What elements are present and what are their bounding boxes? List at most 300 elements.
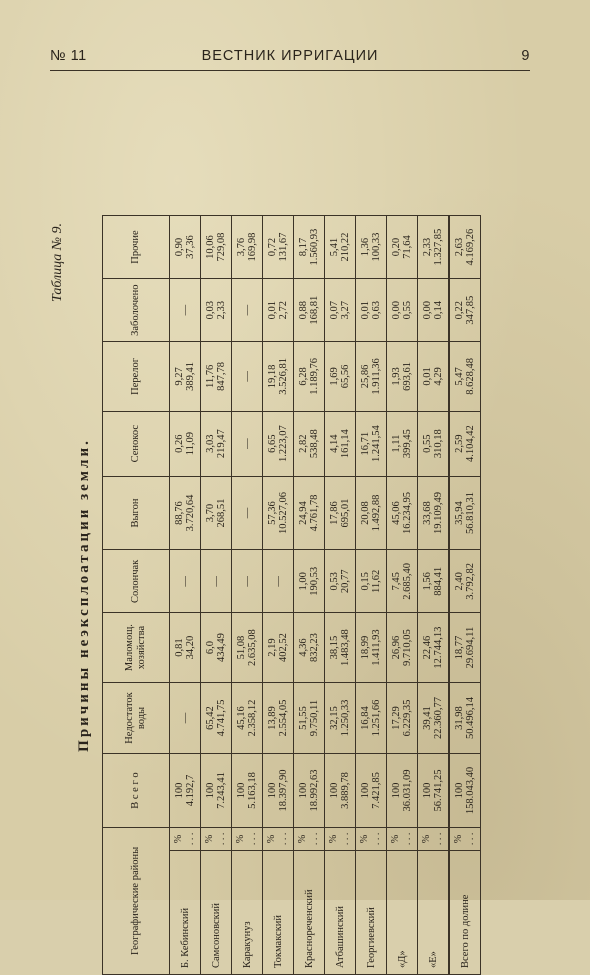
area-value: 1.327,85	[433, 228, 444, 266]
percent-value: 0,03	[205, 300, 216, 320]
percent-value: —	[179, 576, 191, 587]
value-cell	[294, 682, 325, 753]
area-value: 131,67	[278, 232, 289, 262]
percent-value: 51,08	[236, 635, 247, 660]
percent-value: 38,15	[329, 635, 340, 660]
col-header-total: В с е г о	[103, 754, 170, 828]
area-value: 210,22	[340, 232, 351, 262]
value-cell	[263, 279, 294, 342]
value-cell	[356, 216, 387, 279]
percent-value: 6,28	[298, 367, 309, 386]
percent-value: 1,93	[391, 367, 402, 386]
units-cell	[294, 827, 325, 850]
table-row	[387, 216, 418, 975]
region-name-cell	[263, 850, 294, 974]
value-cell	[418, 682, 450, 753]
value-cell	[418, 411, 450, 476]
percent-value: 9,27	[174, 367, 185, 386]
area-value: 168,81	[309, 295, 320, 325]
percent-value: 16,71	[360, 431, 371, 456]
percent-value: 0,01	[267, 300, 278, 320]
percent-value: 0,53	[329, 572, 340, 591]
value-cell	[449, 476, 481, 550]
value-cell	[418, 279, 450, 342]
percent-value: —	[241, 438, 253, 449]
value-cell	[232, 682, 263, 753]
value-cell	[263, 342, 294, 411]
percent-value: 0,01	[422, 367, 433, 386]
value-cell	[263, 682, 294, 753]
percent-value: 100	[298, 782, 309, 799]
area-value: 10.527,06	[278, 492, 289, 535]
percent-value: 3,03	[205, 434, 216, 453]
percent-value: 4,36	[298, 638, 309, 657]
col-header-water: Недостаток воды	[103, 682, 170, 753]
area-mark: . . .	[247, 832, 258, 846]
area-value: 34,20	[185, 635, 196, 660]
value-cell	[170, 411, 201, 476]
percent-value: —	[272, 576, 284, 587]
percent-mark: %	[453, 834, 464, 844]
percent-value: 100	[205, 782, 216, 799]
area-mark: . . .	[433, 832, 444, 846]
percent-value: 100	[329, 782, 340, 799]
percent-value: 13,89	[267, 706, 278, 730]
value-cell	[356, 411, 387, 476]
units-cell	[387, 827, 418, 850]
area-value: 884,41	[433, 566, 444, 596]
percent-value: 0,55	[422, 434, 433, 453]
value-cell	[201, 216, 232, 279]
percent-value: 20,08	[360, 501, 371, 525]
value-cell	[170, 342, 201, 411]
region-name: «Е»	[427, 951, 439, 968]
value-cell	[294, 279, 325, 342]
table-row	[263, 216, 294, 975]
region-name-cell	[449, 850, 481, 974]
value-cell	[418, 550, 450, 613]
col-header-weak-farms: Маломощ. хозяйства	[103, 613, 170, 682]
value-cell	[418, 476, 450, 550]
percent-value: —	[241, 304, 253, 316]
percent-value: 7,45	[391, 572, 402, 591]
area-value: 3,27	[340, 300, 351, 320]
area-mark: . . .	[309, 832, 320, 846]
value-cell	[418, 342, 450, 411]
percent-value: 2,82	[298, 434, 309, 453]
area-value: 1.492,88	[371, 494, 382, 532]
units-cell	[201, 827, 232, 850]
percent-value: 65,42	[205, 706, 216, 730]
table-row	[201, 216, 232, 975]
percent-mark: %	[173, 834, 184, 844]
area-value: 65,56	[340, 364, 351, 389]
area-value: 5.163,18	[247, 772, 258, 809]
value-cell	[325, 550, 356, 613]
percent-value: 3,76	[236, 237, 247, 257]
value-cell	[325, 342, 356, 411]
col-header-swamp: Заболочено	[103, 279, 170, 342]
value-cell	[232, 279, 263, 342]
area-value: 22.360,77	[433, 697, 444, 740]
area-value: 4.192,7	[185, 774, 196, 807]
percent-value: 10,06	[205, 235, 216, 259]
percent-value: 1,00	[298, 572, 309, 591]
percent-value: 0,26	[174, 434, 185, 453]
value-cell	[356, 682, 387, 753]
value-cell	[387, 550, 418, 613]
percent-mark: %	[235, 834, 246, 844]
area-value: 1.250,33	[340, 699, 351, 737]
value-cell	[232, 411, 263, 476]
percent-value: 100	[360, 782, 371, 799]
table-row	[170, 216, 201, 975]
value-cell	[263, 476, 294, 550]
region-name: Самсоновский	[210, 903, 222, 968]
area-value: 1.483,48	[340, 629, 351, 666]
area-value: 6.229,35	[402, 699, 413, 737]
area-value: 4,29	[433, 367, 444, 386]
region-name: «Д»	[396, 950, 408, 968]
col-header-fallow: Перелог	[103, 342, 170, 411]
area-value: 0,63	[371, 300, 382, 320]
value-cell	[170, 550, 201, 613]
percent-value: 18,77	[454, 635, 465, 660]
area-value: 1.189,76	[309, 358, 320, 395]
value-cell	[387, 342, 418, 411]
area-value: 2.635,08	[247, 629, 258, 666]
percent-value: 0,72	[267, 237, 278, 257]
value-cell	[263, 411, 294, 476]
region-name: Б. Кебинский	[179, 907, 191, 968]
area-value: 2.685,40	[402, 562, 413, 600]
region-name-cell	[325, 850, 356, 974]
value-cell	[356, 476, 387, 550]
region-name-cell	[232, 850, 263, 974]
area-value: 16.234,95	[402, 492, 413, 535]
area-value: 161,14	[340, 429, 351, 459]
value-cell	[418, 613, 450, 682]
area-mark: . . .	[402, 832, 413, 846]
percent-value: 2,59	[454, 434, 465, 453]
area-value: 0,14	[433, 300, 444, 320]
percent-value: 26,96	[391, 635, 402, 660]
col-header-pasture: Выгон	[103, 476, 170, 550]
area-value: 7.243,41	[216, 772, 227, 809]
value-cell	[232, 216, 263, 279]
area-value: 37,36	[185, 235, 196, 259]
value-cell	[263, 754, 294, 828]
percent-value: 2,40	[454, 572, 465, 591]
percent-value: 45,06	[391, 501, 402, 525]
percent-value: 0,90	[174, 237, 185, 257]
percent-mark: %	[297, 834, 308, 844]
table-row	[418, 216, 450, 975]
percent-value: 100	[267, 782, 278, 799]
value-cell	[449, 279, 481, 342]
percent-value: 0,07	[329, 300, 340, 320]
area-value: 347,85	[465, 295, 476, 325]
value-cell	[356, 279, 387, 342]
value-cell	[201, 279, 232, 342]
percent-value: 0,20	[391, 237, 402, 257]
region-name: Георгиевский	[365, 907, 377, 968]
percent-value: 19,18	[267, 364, 278, 389]
value-cell	[232, 613, 263, 682]
area-value: 12.744,13	[433, 626, 444, 669]
value-cell	[294, 342, 325, 411]
table-caption: Таблица № 9.	[50, 223, 65, 302]
area-value: 20,77	[340, 569, 351, 594]
percent-value: 22,46	[422, 635, 433, 660]
value-cell	[449, 342, 481, 411]
value-cell	[356, 342, 387, 411]
percent-value: —	[210, 576, 222, 587]
region-name-cell	[418, 850, 450, 974]
value-cell	[449, 411, 481, 476]
value-cell	[263, 613, 294, 682]
percent-value: 100	[174, 782, 185, 799]
region-name-cell	[170, 850, 201, 974]
units-cell	[356, 827, 387, 850]
value-cell	[170, 682, 201, 753]
value-cell	[387, 411, 418, 476]
percent-value: 0,88	[298, 300, 309, 320]
value-cell	[449, 754, 481, 828]
region-name-cell	[356, 850, 387, 974]
value-cell	[325, 682, 356, 753]
col-header-other: Прочие	[103, 216, 170, 279]
region-name: Краснореченский	[303, 889, 315, 968]
percent-value: 6,65	[267, 434, 278, 453]
area-value: 4.741,75	[216, 699, 227, 737]
value-cell	[263, 550, 294, 613]
area-value: 4.104,42	[465, 425, 476, 463]
area-value: 4.169,26	[465, 228, 476, 266]
area-value: 1.560,93	[309, 228, 320, 266]
area-value: 56.741,25	[433, 769, 444, 812]
percent-value: 0,15	[360, 572, 371, 591]
area-value: 2,33	[216, 300, 227, 320]
col-header-hay: Сенокос	[103, 411, 170, 476]
value-cell	[201, 411, 232, 476]
value-cell	[201, 682, 232, 753]
value-cell	[325, 216, 356, 279]
percent-value: —	[241, 507, 253, 519]
percent-mark: %	[328, 834, 339, 844]
table-row	[356, 216, 387, 975]
header-rule	[50, 70, 530, 71]
table-row	[325, 216, 356, 975]
table-row	[294, 216, 325, 975]
percent-value: —	[179, 712, 191, 724]
area-value: 832,23	[309, 633, 320, 663]
value-cell	[294, 613, 325, 682]
percent-value: 32,15	[329, 706, 340, 730]
value-cell	[232, 754, 263, 828]
units-cell	[232, 827, 263, 850]
percent-value: 0,22	[454, 300, 465, 320]
percent-value: 31,98	[454, 706, 465, 730]
area-value: 3.792,82	[465, 562, 476, 600]
value-cell	[263, 216, 294, 279]
value-cell	[449, 613, 481, 682]
area-value: 19.109,49	[433, 492, 444, 535]
area-value: 3.889,78	[340, 772, 351, 809]
percent-value: 45,16	[236, 706, 247, 730]
area-value: 219,47	[216, 429, 227, 459]
percent-mark: %	[359, 834, 370, 844]
value-cell	[387, 613, 418, 682]
percent-value: 4,14	[329, 434, 340, 453]
value-cell	[170, 754, 201, 828]
percent-value: 2,63	[454, 237, 465, 257]
value-cell	[294, 216, 325, 279]
percent-value: 18,99	[360, 635, 371, 660]
percent-value: 8,17	[298, 237, 309, 257]
units-cell	[263, 827, 294, 850]
area-mark: . . .	[371, 832, 382, 846]
area-value: 402,52	[278, 633, 289, 663]
percent-value: 35,94	[454, 501, 465, 525]
area-value: 9.710,05	[402, 629, 413, 666]
land-use-table	[102, 215, 481, 975]
area-value: 0,55	[402, 300, 413, 320]
percent-value: 57,36	[267, 501, 278, 525]
percent-value: 0,00	[422, 300, 433, 320]
value-cell	[201, 476, 232, 550]
value-cell	[294, 476, 325, 550]
area-value: 3.720,64	[185, 494, 196, 532]
value-cell	[201, 754, 232, 828]
percent-value: 2,19	[267, 638, 278, 657]
value-cell	[418, 754, 450, 828]
area-value: 268,51	[216, 498, 227, 528]
value-cell	[232, 550, 263, 613]
percent-value: 17,29	[391, 706, 402, 730]
table-body	[170, 216, 481, 975]
area-mark: . . .	[340, 832, 351, 846]
area-mark: . . .	[185, 832, 196, 846]
units-cell	[418, 827, 450, 850]
region-name: Атбашинский	[334, 906, 346, 968]
area-value: 1.251,66	[371, 699, 382, 737]
value-cell	[170, 476, 201, 550]
percent-value: 100	[391, 782, 402, 799]
area-value: 2.554,05	[278, 699, 289, 737]
region-name: Токмакский	[272, 914, 284, 968]
percent-mark: %	[204, 834, 215, 844]
value-cell	[356, 613, 387, 682]
percent-value: 1,56	[422, 572, 433, 591]
area-value: 847,78	[216, 361, 227, 391]
value-cell	[294, 411, 325, 476]
percent-mark: %	[421, 834, 432, 844]
col-header-regions: Географические районы	[103, 827, 170, 974]
area-value: 389,41	[185, 361, 196, 391]
value-cell	[449, 216, 481, 279]
area-value: 71,64	[402, 235, 413, 259]
table-total-row	[449, 216, 481, 975]
percent-value: —	[179, 304, 191, 316]
value-cell	[387, 476, 418, 550]
value-cell	[325, 279, 356, 342]
percent-value: —	[241, 371, 253, 382]
issue-number: № 11	[50, 48, 87, 64]
area-mark: . . .	[278, 832, 289, 846]
percent-value: 5,47	[454, 367, 465, 386]
region-name-cell	[294, 850, 325, 974]
units-cell	[325, 827, 356, 850]
area-value: 399,45	[402, 429, 413, 459]
percent-value: 33,68	[422, 501, 433, 525]
percent-value: 24,94	[298, 501, 309, 525]
region-name-cell	[387, 850, 418, 974]
area-value: 1.911,36	[371, 358, 382, 395]
units-cell	[170, 827, 201, 850]
area-value: 434,49	[216, 633, 227, 663]
percent-value: 16,84	[360, 706, 371, 730]
area-value: 11,09	[185, 432, 196, 456]
value-cell	[232, 476, 263, 550]
value-cell	[294, 754, 325, 828]
percent-value: 1,69	[329, 367, 340, 386]
percent-mark: %	[390, 834, 401, 844]
area-value: 538,48	[309, 429, 320, 459]
percent-value: —	[241, 576, 253, 587]
region-name-cell	[201, 850, 232, 974]
table-row	[232, 216, 263, 975]
table-header-row	[103, 216, 170, 975]
area-value: 2.358,12	[247, 699, 258, 737]
percent-value: 11,76	[205, 364, 216, 389]
area-value: 1.241,54	[371, 425, 382, 463]
area-value: 100,33	[371, 232, 382, 262]
value-cell	[356, 550, 387, 613]
area-value: 18.397,90	[278, 769, 289, 812]
percent-value: 100	[454, 782, 465, 799]
value-cell	[325, 476, 356, 550]
percent-value: 2,33	[422, 237, 433, 257]
percent-value: 100	[236, 782, 247, 799]
percent-value: 88,76	[174, 501, 185, 525]
area-value: 729,08	[216, 232, 227, 262]
area-value: 29.694,11	[465, 626, 476, 669]
percent-value: 6,0	[205, 641, 216, 655]
value-cell	[449, 550, 481, 613]
area-value: 693,61	[402, 361, 413, 391]
area-value: 695,01	[340, 498, 351, 528]
value-cell	[387, 279, 418, 342]
units-cell	[449, 827, 481, 850]
percent-value: 0,01	[360, 300, 371, 320]
area-value: 8.628,48	[465, 358, 476, 395]
page-number: 9	[521, 48, 530, 64]
rotated-table-block	[50, 215, 530, 975]
area-value: 158.043,40	[465, 766, 476, 815]
value-cell	[201, 342, 232, 411]
col-header-salt: Солончак	[103, 550, 170, 613]
journal-title: ВЕСТНИК ИРРИГАЦИИ	[201, 48, 379, 64]
value-cell	[449, 682, 481, 753]
area-value: 11,62	[371, 569, 382, 593]
page-header	[50, 46, 530, 68]
region-name: Всего по долине	[459, 894, 471, 968]
area-value: 190,53	[309, 566, 320, 596]
percent-value: 0,81	[174, 638, 185, 657]
region-name: Каракунуз	[241, 921, 253, 968]
area-value: 18.992,63	[309, 769, 320, 812]
